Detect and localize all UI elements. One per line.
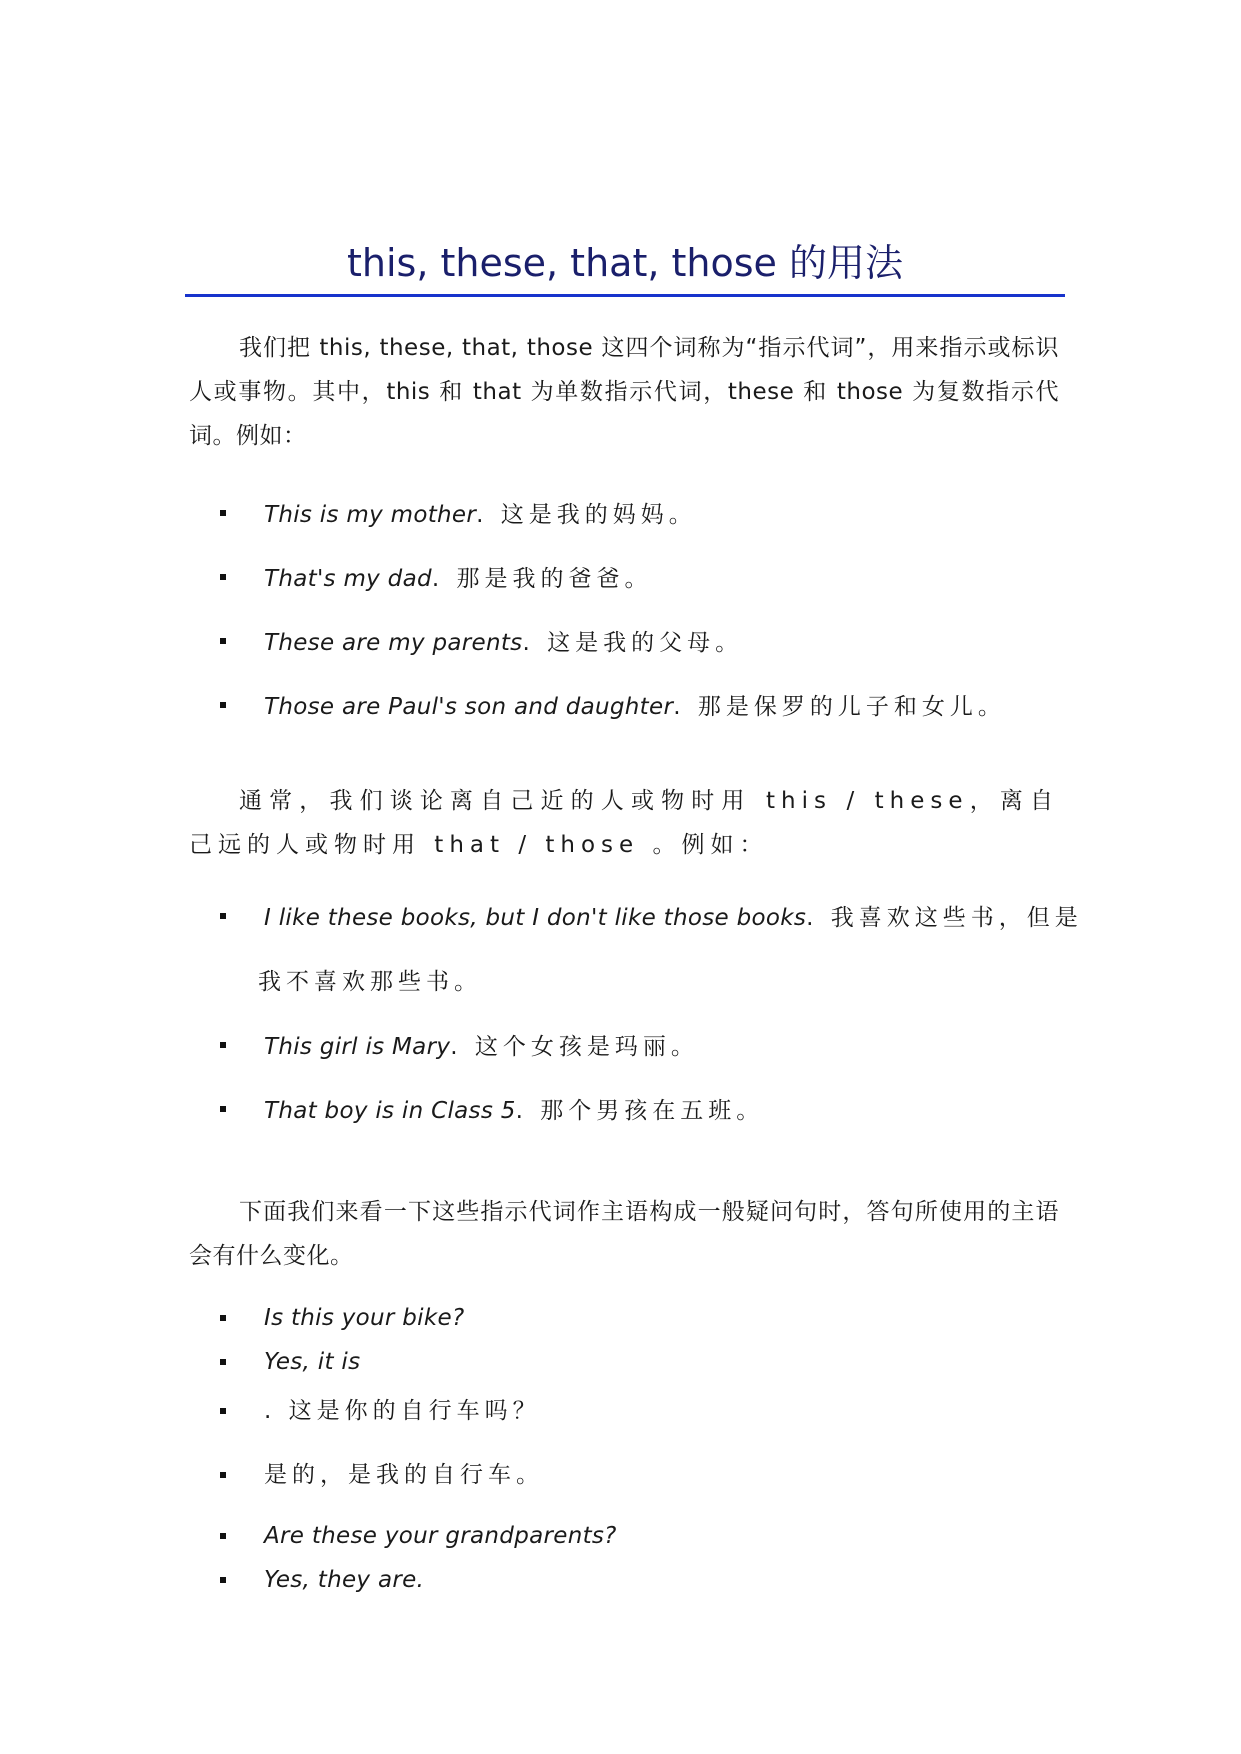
- bullet-icon: [220, 1359, 226, 1365]
- intro-paragraph: 我们把 this, these, that, those 这四个词称为“指示代词”，用来指示或标识人或事物。其中，this 和 that 为单数指示代词，these 和 those 为复数指示代词。例如：: [189, 335, 1059, 449]
- example-chinese: . 这是我的父母。: [522, 630, 744, 656]
- example-chinese: . 这个女孩是玛丽。: [450, 1034, 699, 1060]
- example-english: Yes, it is: [264, 1349, 361, 1375]
- example-chinese: . 我喜欢这些书，但是: [806, 905, 1083, 931]
- bullet-icon: [220, 638, 226, 644]
- question-paragraph: 下面我们来看一下这些指示代词作主语构成一般疑问句时，答句所使用的主语会有什么变化。: [189, 1199, 1059, 1269]
- example-english: That boy is in Class 5: [264, 1098, 516, 1124]
- example-english: That's my dad: [264, 566, 432, 592]
- example-english: Is this your bike?: [264, 1305, 465, 1331]
- bullet-icon: [220, 1533, 226, 1539]
- bullet-icon: [220, 702, 226, 708]
- example-english: I like these books, but I don't like those books: [264, 905, 807, 931]
- bullet-icon: [220, 1042, 226, 1048]
- bullet-icon: [220, 574, 226, 580]
- bullet-icon: [220, 510, 226, 516]
- example-chinese: 是的，是我的自行车。: [264, 1462, 544, 1488]
- bullet-icon: [220, 1408, 226, 1414]
- bullet-icon: [220, 1472, 226, 1478]
- example-chinese: . 那是我的爸爸。: [431, 566, 653, 592]
- example-english: These are my parents: [264, 630, 523, 656]
- example-english: Are these your grandparents?: [264, 1523, 617, 1549]
- example-chinese: . 这是你的自行车吗？: [264, 1398, 541, 1424]
- bullet-icon: [220, 913, 226, 919]
- example-english: Yes, they are.: [264, 1567, 425, 1593]
- example-chinese: . 那个男孩在五班。: [515, 1098, 765, 1124]
- example-chinese: . 那是保罗的儿子和女儿。: [673, 694, 1006, 720]
- example-english: This girl is Mary: [264, 1034, 451, 1060]
- example-chinese-continued: 我不喜欢那些书。: [258, 969, 482, 995]
- bullet-icon: [220, 1106, 226, 1112]
- near-far-paragraph: 通常，我们谈论离自己近的人或物时用 this / these，离自己远的人或物时用 that / those 。例如：: [189, 788, 1059, 858]
- example-english: Those are Paul's son and daughter: [264, 694, 674, 720]
- bullet-icon: [220, 1577, 226, 1583]
- title-underline: [185, 294, 1065, 297]
- example-english: This is my mother: [264, 502, 477, 528]
- bullet-icon: [220, 1315, 226, 1321]
- example-chinese: . 这是我的妈妈。: [476, 502, 697, 528]
- page-title: this, these, that, those 的用法: [346, 241, 903, 285]
